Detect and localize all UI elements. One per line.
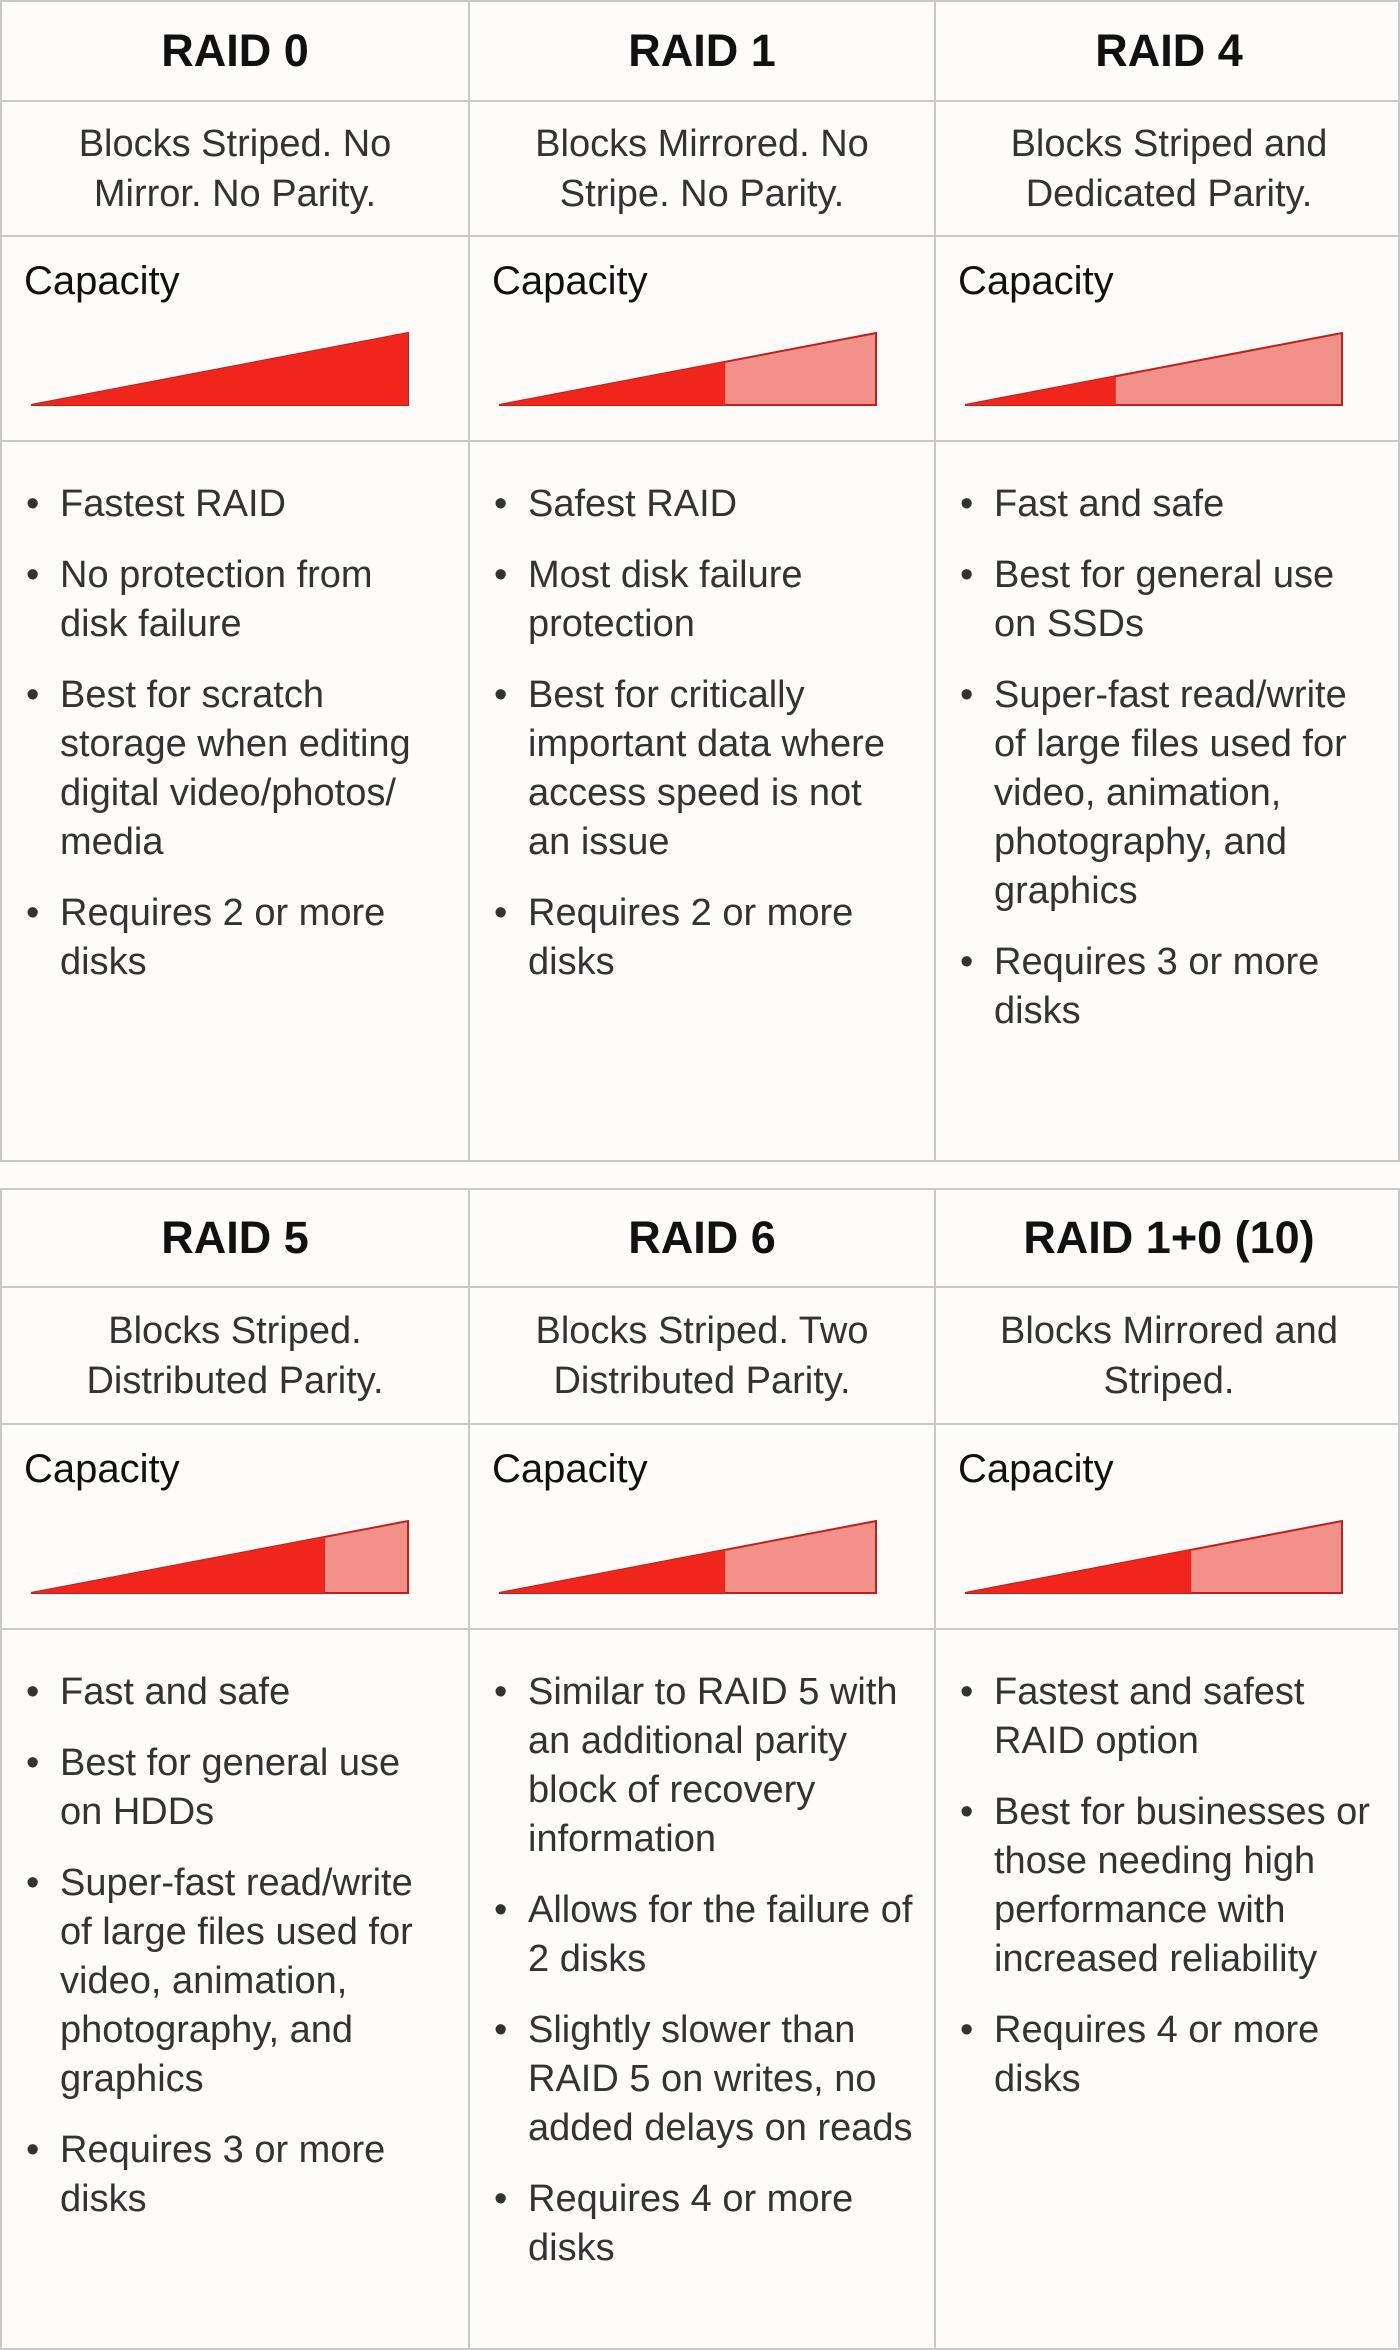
capacity-cell <box>2 237 470 442</box>
raid-title-raid-1: RAID 1 <box>470 2 936 102</box>
feature-item: • Requires 3 or more disks <box>24 2126 448 2224</box>
feature-item: • Best for critically important data where access speed is not an issue <box>492 671 914 867</box>
feature-item: • Fast and safe <box>958 480 1382 529</box>
features-cell <box>936 1630 1400 2348</box>
feature-item: • Requires 4 or more disks <box>492 2175 914 2273</box>
feature-item: • Similar to RAID 5 with an additional parity block of recovery information <box>492 1668 914 1864</box>
feature-list <box>2 1630 468 2224</box>
capacity-label: Capacity <box>958 1447 1114 1491</box>
capacity-label: Capacity <box>24 259 180 303</box>
raid-description: Blocks Mirrored. No Stripe. No Parity. <box>470 102 936 237</box>
capacity-wedge-icon <box>498 332 878 407</box>
feature-list <box>936 442 1400 1036</box>
feature-item: • Requires 2 or more disks <box>492 889 914 987</box>
capacity-cell <box>2 1425 470 1630</box>
capacity-wedge-icon <box>30 1520 410 1595</box>
capacity-cell <box>470 237 936 442</box>
features-cell <box>470 1630 936 2348</box>
feature-item: • Requires 4 or more disks <box>958 2006 1382 2104</box>
raid-title-raid-5: RAID 5 <box>2 1190 470 1288</box>
raid-title-raid-6: RAID 6 <box>470 1190 936 1288</box>
feature-item: • Super-fast read/write of large files used for video, animation, photography, and graphics <box>24 1859 448 2104</box>
feature-item: • Fast and safe <box>24 1668 448 1717</box>
features-cell <box>2 1630 470 2348</box>
raid-description: Blocks Mirrored and Striped. <box>936 1288 1400 1425</box>
feature-item: • Best for general use on SSDs <box>958 551 1382 649</box>
capacity-usable <box>965 1550 1191 1593</box>
feature-item: • Requires 3 or more disks <box>958 938 1382 1036</box>
feature-item: • Fastest RAID <box>24 480 448 529</box>
feature-item: • No protection from disk failure <box>24 551 448 649</box>
feature-item: • Safest RAID <box>492 480 914 529</box>
raid-table-top <box>0 0 1400 1162</box>
feature-item: • Super-fast read/write of large files used for video, animation, photography, and graphics <box>958 671 1382 916</box>
capacity-cell <box>470 1425 936 1630</box>
feature-item: • Requires 2 or more disks <box>24 889 448 987</box>
capacity-wedge-icon <box>498 1520 878 1595</box>
feature-item: • Slightly slower than RAID 5 on writes, no added delays on reads <box>492 2006 914 2153</box>
feature-item: • Fastest and safest RAID option <box>958 1668 1382 1766</box>
raid-table-bottom <box>0 1188 1400 2350</box>
raid-description: Blocks Striped and Dedicated Parity. <box>936 102 1400 237</box>
capacity-label: Capacity <box>492 259 648 303</box>
raid-title-raid-4: RAID 4 <box>936 2 1400 102</box>
capacity-cell <box>936 1425 1400 1630</box>
features-cell <box>936 442 1400 1160</box>
capacity-label: Capacity <box>958 259 1114 303</box>
capacity-wedge-icon <box>30 332 410 407</box>
features-cell <box>2 442 470 1160</box>
raid-title-raid-0: RAID 0 <box>2 2 470 102</box>
raid-title-raid-1-0-10: RAID 1+0 (10) <box>936 1190 1400 1288</box>
raid-description: Blocks Striped. Two Distributed Parity. <box>470 1288 936 1425</box>
capacity-cell <box>936 237 1400 442</box>
capacity-wedge-icon <box>964 332 1344 407</box>
features-cell <box>470 442 936 1160</box>
capacity-label: Capacity <box>24 1447 180 1491</box>
capacity-label: Capacity <box>492 1447 648 1491</box>
feature-list <box>470 1630 934 2273</box>
capacity-usable <box>499 1550 725 1593</box>
feature-list <box>470 442 934 987</box>
feature-list <box>2 442 468 987</box>
raid-description: Blocks Striped. No Mirror. No Parity. <box>2 102 470 237</box>
feature-item: • Most disk failure protection <box>492 551 914 649</box>
raid-description: Blocks Striped. Distributed Parity. <box>2 1288 470 1425</box>
feature-item: • Best for businesses or those needing high performance with increased reliability <box>958 1788 1382 1984</box>
feature-item: • Best for scratch storage when editing digital video/photos/ media <box>24 671 448 867</box>
capacity-wedge-icon <box>964 1520 1344 1595</box>
feature-list <box>936 1630 1400 2104</box>
feature-item: • Allows for the failure of 2 disks <box>492 1886 914 1984</box>
feature-item: • Best for general use on HDDs <box>24 1739 448 1837</box>
